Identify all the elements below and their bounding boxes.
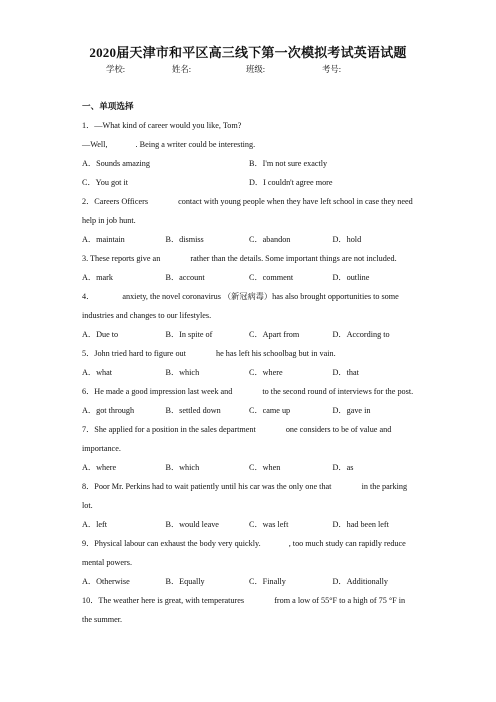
question-stem [82,192,416,230]
option-a[interactable]: A．Due to [82,330,119,339]
stem-text: rather than the details. Some important things are not included. [188,254,397,263]
question-stem [82,135,416,154]
option-a[interactable]: A．what [82,368,113,377]
option-b[interactable]: B．account [165,273,205,282]
student-info-row [106,63,406,75]
question-item [82,192,416,249]
option-b[interactable]: B．which [165,463,200,472]
stem-text: 4． [82,292,95,301]
question-stem [82,420,416,458]
option-c[interactable]: C．abandon [249,235,291,244]
stem-text: he has left his schoolbag but in vain. [213,349,336,358]
question-item [82,420,416,477]
question-item [82,249,416,287]
stem-text: 5．John tried hard to figure out [82,349,188,358]
question-stem [82,477,416,515]
question-item [82,382,416,420]
options-row [82,363,416,382]
stem-text: 6．He made a good impression last week and [82,387,235,396]
question-stem [82,344,416,363]
question-stem [82,249,416,268]
page-title: 2020届天津市和平区高三线下第一次模拟考试英语试题 [89,45,407,60]
option-d[interactable]: D．outline [332,273,370,282]
options-row [82,268,416,287]
option-b[interactable]: B．dismiss [165,235,204,244]
question-stem [82,534,416,572]
stem-text: 7．She applied for a position in the sales department [82,425,258,434]
stem-text: 2．Careers Officers [82,197,151,206]
options-row [82,230,416,249]
stem-text: contact with young people when they have left school in case they need help in job hunt. [82,197,413,225]
options-row [82,572,416,591]
school-label: 学校: [106,65,126,74]
options-row [82,458,416,477]
question-stem [82,116,416,135]
option-a[interactable]: A．where [82,463,117,472]
option-c[interactable]: C．when [249,463,281,472]
stem-text: 1．—What kind of career would you like, Tom? [82,121,242,130]
option-d[interactable]: D．hold [332,235,362,244]
option-c[interactable]: C．was left [249,520,289,529]
stem-text: 8．Poor Mr. Perkins had to wait patiently until his car was the only one that [82,482,334,491]
question-item [82,287,416,344]
stem-text: , too much study can rapidly reduce mental powers. [82,539,406,567]
options-row [82,401,416,420]
question-stem [82,287,416,325]
stem-text: —Well, [82,140,110,149]
question-item [82,344,416,382]
question-stem [82,591,416,629]
option-b[interactable]: B．would leave [165,520,219,529]
option-d[interactable]: D．According to [332,330,390,339]
option-a[interactable]: A．maintain [82,235,125,244]
option-c[interactable]: C．Apart from [249,330,300,339]
options-row [82,154,416,173]
name-label: 姓名: [172,65,192,74]
option-d[interactable]: D．gave in [332,406,371,415]
number-label: 考号: [322,65,342,74]
option-d[interactable]: D．had been left [332,520,389,529]
stem-text: one considers to be of value and importance. [82,425,392,453]
stem-text: in the parking lot. [82,482,408,510]
question-item [82,591,416,629]
question-list [82,116,416,629]
option-b[interactable]: B．I'm not sure exactly [249,159,328,168]
stem-text: 9．Physical labour can exhaust the body very quickly. [82,539,263,548]
option-a[interactable]: A．Sounds amazing [82,159,150,168]
stem-text: to the second round of interviews for the post. [260,387,414,396]
option-b[interactable]: B．Equally [165,577,205,586]
option-d[interactable]: D．Additionally [332,577,388,586]
question-item [82,534,416,591]
options-row [82,325,416,344]
question-item [82,116,416,192]
option-d[interactable]: D．that [332,368,359,377]
option-b[interactable]: B．which [165,368,200,377]
question-stem [82,382,416,401]
option-d[interactable]: D．I couldn't agree more [249,178,333,187]
option-c[interactable]: C．came up [249,406,291,415]
stem-text: 10．The weather here is great, with temperatures [82,596,247,605]
option-a[interactable]: A．Otherwise [82,577,130,586]
option-c[interactable]: C．You got it [82,178,129,187]
option-c[interactable]: C．where [249,368,283,377]
option-a[interactable]: A．got through [82,406,135,415]
option-d[interactable]: D．as [332,463,354,472]
stem-text: . Being a writer could be interesting. [135,140,256,149]
option-a[interactable]: A．mark [82,273,113,282]
question-item [82,477,416,534]
option-b[interactable]: B．In spite of [165,330,213,339]
section-heading: 一、单项选择 [82,101,134,111]
options-row [82,515,416,534]
stem-text: from a low of 55°F to a high of 75 °F in the summer. [82,596,406,624]
options-row [82,173,416,192]
option-a[interactable]: A．left [82,520,108,529]
stem-text: anxiety, the novel coronavirus （新冠病毒）has also brought opportunities to some industries and changes to our lifestyles. [82,292,399,320]
option-c[interactable]: C．Finally [249,577,286,586]
option-c[interactable]: C．comment [249,273,294,282]
option-b[interactable]: B．settled down [165,406,221,415]
stem-text: 3. These reports give an [82,254,163,263]
class-label: 班级: [246,65,266,74]
